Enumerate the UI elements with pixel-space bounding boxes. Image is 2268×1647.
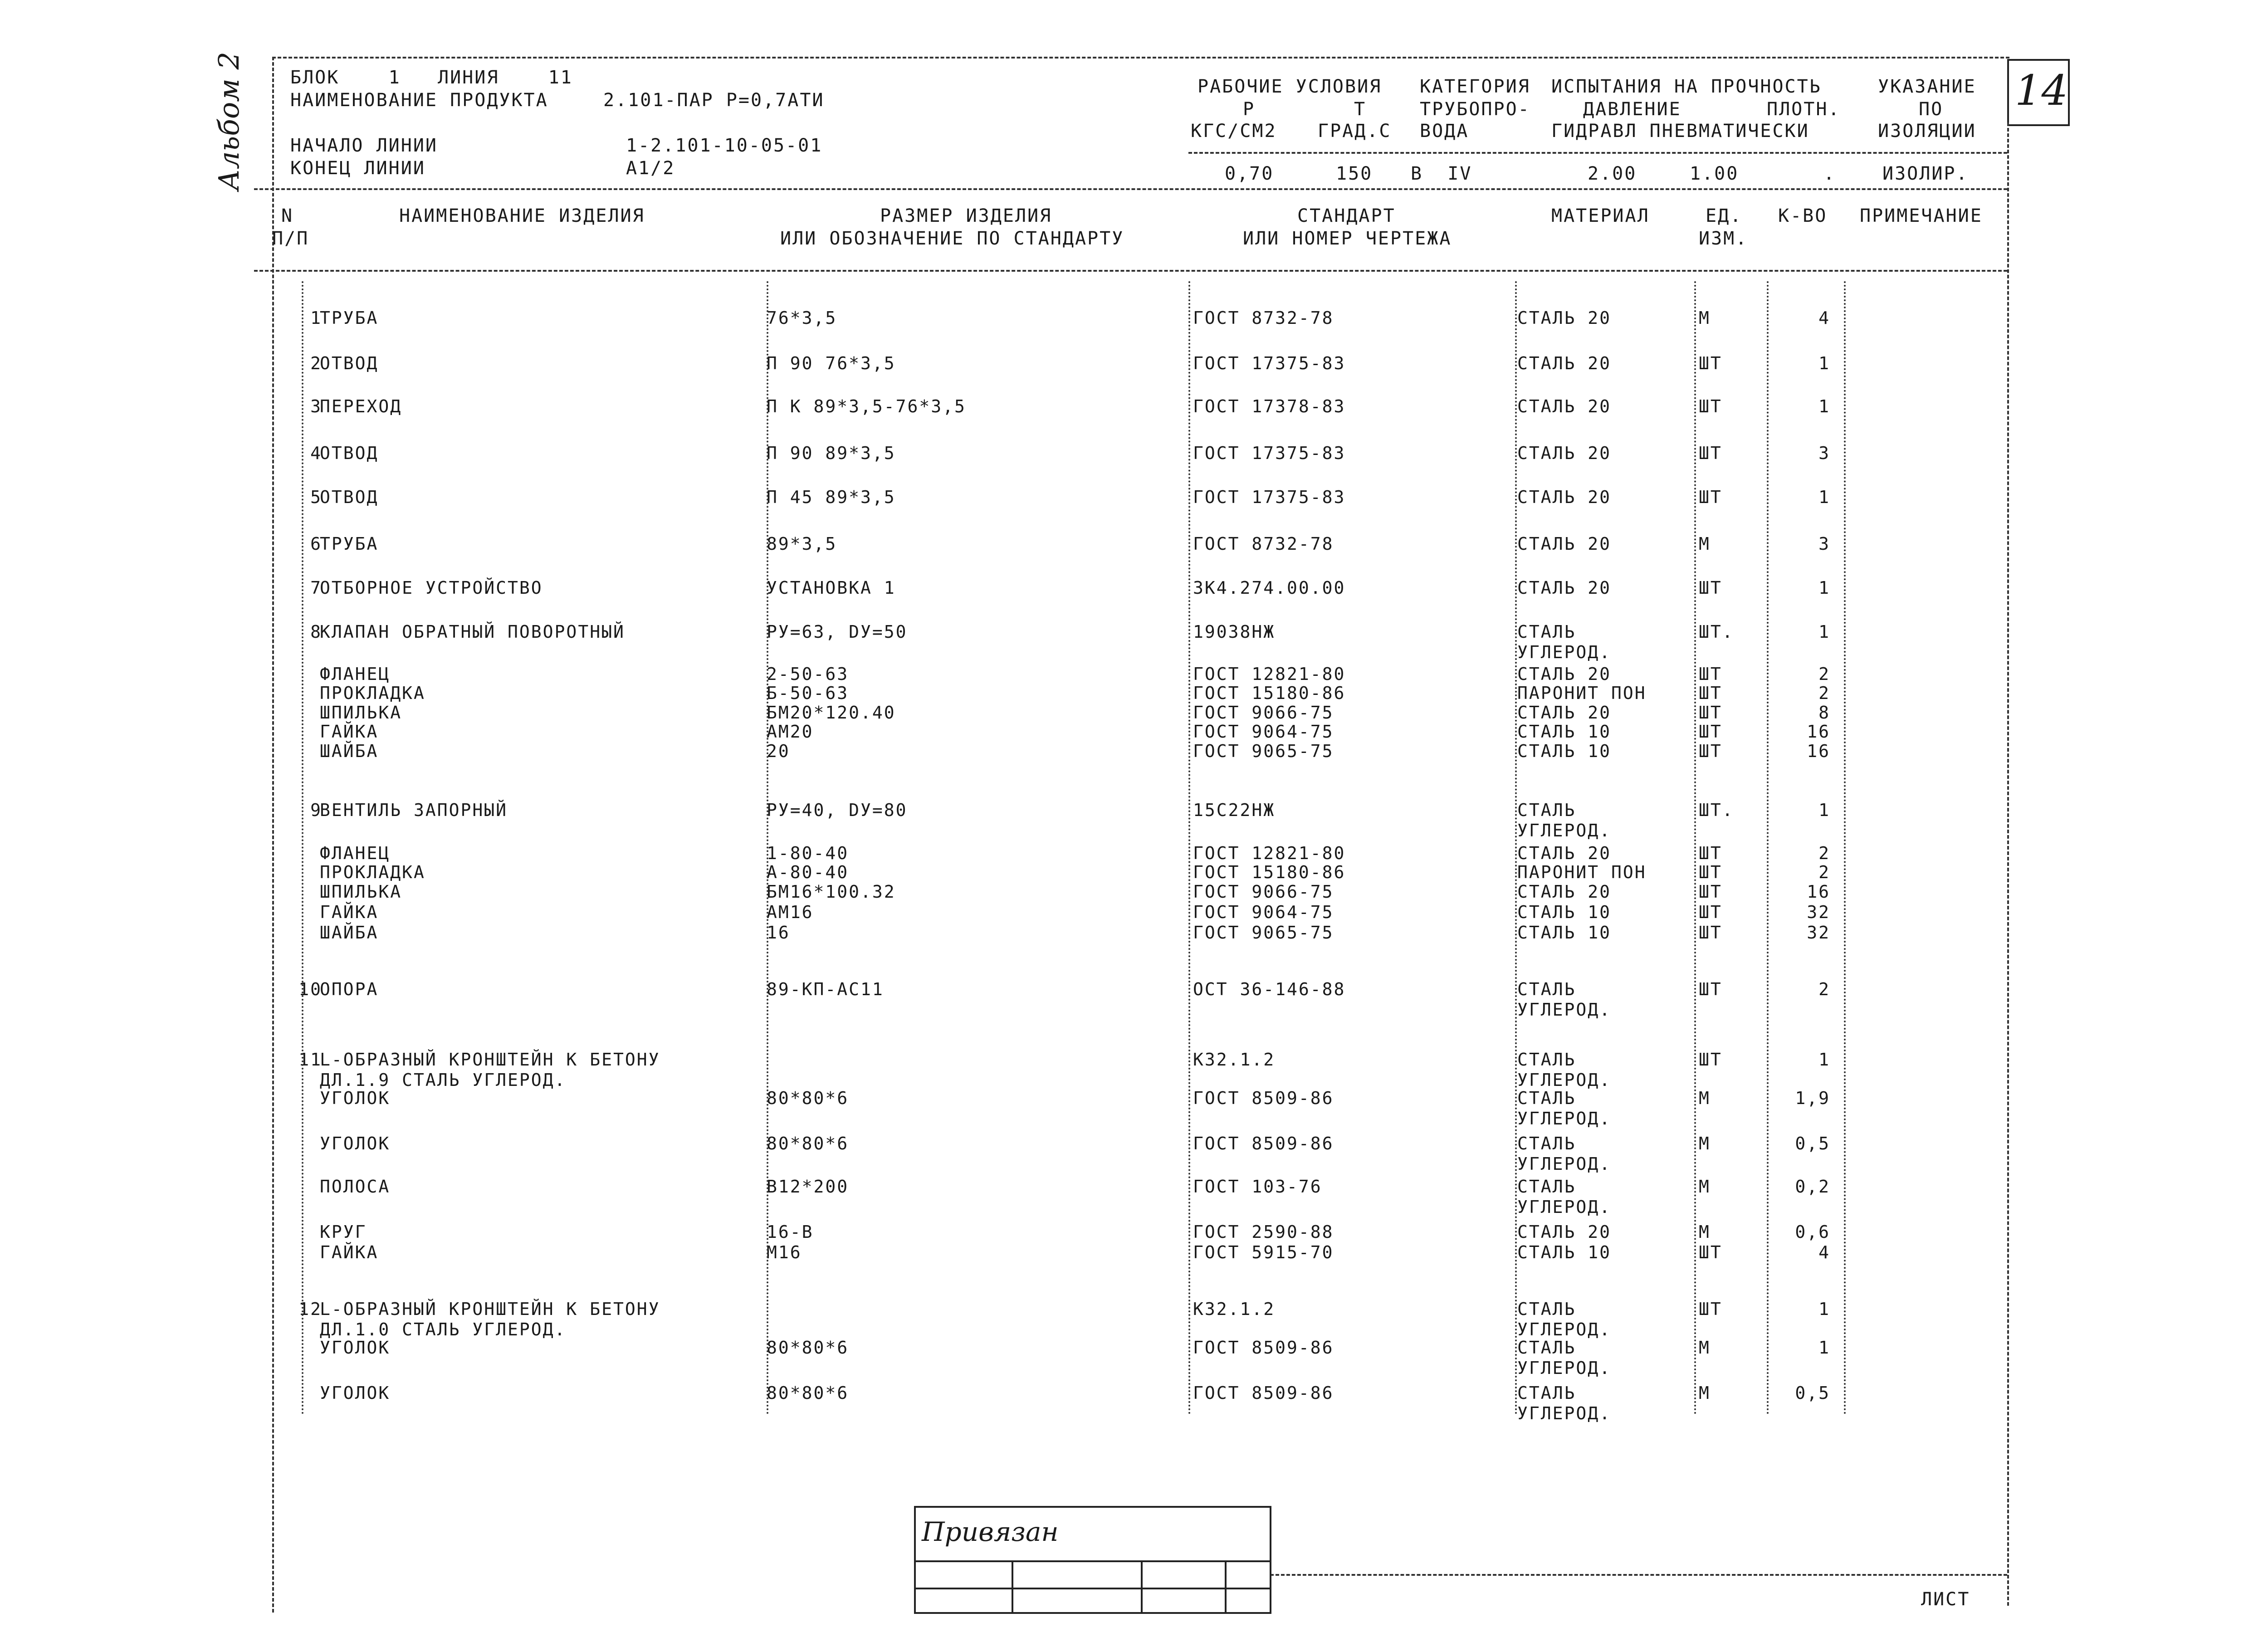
col-unit-header-1: ЕД.	[1706, 205, 1743, 226]
category-value: В IV	[1411, 163, 1472, 184]
item-size: П К 89*3,5-76*3,5	[767, 396, 966, 416]
item-standard: ГОСТ 2590-88	[1193, 1222, 1334, 1242]
item-unit: ШТ.	[1699, 800, 1734, 820]
item-standard: ГОСТ 17375-83	[1193, 443, 1346, 463]
item-num: 11	[298, 1050, 322, 1070]
item-size: А-80-40	[767, 862, 849, 882]
item-size: 89-КП-АС11	[767, 979, 884, 999]
item-name: ОПОРА	[320, 979, 379, 999]
line-start-label: НАЧАЛО ЛИНИИ	[290, 135, 438, 156]
insulation-label-2: ПО	[1919, 99, 1944, 120]
item-size: 76*3,5	[767, 308, 837, 328]
item-size: 80*80*6	[767, 1088, 849, 1108]
item-size: П 45 89*3,5	[767, 487, 896, 507]
item-size: РУ=63, DУ=50	[767, 622, 908, 642]
item-qty: 1	[1818, 396, 1830, 416]
item-unit: ШТ	[1699, 1050, 1722, 1070]
item-material-line-2: УГЛЕРОД.	[1517, 1358, 1612, 1378]
item-material: СТАЛЬ 10	[1517, 1242, 1612, 1262]
item-qty: 16	[1807, 722, 1830, 742]
item-num: 1	[310, 308, 322, 328]
conditions-divider-line	[1188, 152, 2007, 154]
item-material: СТАЛЬ	[1517, 1383, 1576, 1403]
frame-right-line	[2007, 122, 2009, 1606]
item-unit: ШТ	[1699, 882, 1722, 902]
product-value: 2.101-ПАР Р=0,7АТИ	[603, 90, 825, 111]
col-standard-header-2: ИЛИ НОМЕР ЧЕРТЕЖА	[1243, 228, 1452, 249]
item-qty: 2	[1818, 862, 1830, 882]
item-unit: М	[1699, 1177, 1711, 1197]
tightness-label: ПЛОТН.	[1767, 99, 1841, 120]
item-qty: 3	[1818, 534, 1830, 554]
insulation-label-1: УКАЗАНИЕ	[1878, 76, 1976, 97]
item-unit: ШТ	[1699, 862, 1722, 882]
item-unit: ШТ	[1699, 396, 1722, 416]
item-standard: ГОСТ 9064-75	[1193, 722, 1334, 742]
hydraulic-value: 2.00	[1588, 163, 1637, 184]
item-name: ГАЙКА	[320, 722, 379, 742]
item-name: ОТБОРНОЕ УСТРОЙСТВО	[320, 578, 543, 598]
item-qty: 32	[1807, 923, 1830, 943]
item-name: УГОЛОК	[320, 1088, 391, 1108]
item-num: 4	[310, 443, 322, 463]
item-name: УГОЛОК	[320, 1338, 391, 1358]
item-unit: ШТ.	[1699, 622, 1734, 642]
item-material: СТАЛЬ 20	[1517, 308, 1612, 328]
item-num: 8	[310, 622, 322, 642]
item-qty: 16	[1807, 882, 1830, 902]
pressure-symbol: Р	[1243, 99, 1256, 120]
line-start-value: 1-2.101-10-05-01	[626, 135, 823, 156]
item-unit: ШТ	[1699, 741, 1722, 761]
frame-left-line	[272, 57, 274, 1613]
item-standard: ГОСТ 17375-83	[1193, 353, 1346, 373]
item-material-line-2: УГЛЕРОД.	[1517, 1320, 1612, 1339]
item-material: СТАЛЬ	[1517, 1299, 1576, 1319]
item-name: КРУГ	[320, 1222, 367, 1242]
item-name: ШПИЛЬКА	[320, 703, 402, 723]
temperature-value: 150	[1336, 163, 1373, 184]
item-name: ПОЛОСА	[320, 1177, 391, 1197]
item-num: 7	[310, 578, 322, 598]
item-qty: 1	[1818, 1299, 1830, 1319]
item-standard: К32.1.2	[1193, 1050, 1276, 1070]
insulation-label-3: ИЗОЛЯЦИИ	[1878, 121, 1976, 142]
item-name: ШПИЛЬКА	[320, 882, 402, 902]
col-standard-header-1: СТАНДАРТ	[1297, 205, 1396, 226]
item-standard: ГОСТ 8509-86	[1193, 1383, 1334, 1403]
item-name: ПРОКЛАДКА	[320, 683, 425, 703]
item-size: П 90 89*3,5	[767, 443, 896, 463]
item-size: 80*80*6	[767, 1383, 849, 1403]
col-unit-header-2: ИЗМ.	[1699, 228, 1748, 249]
item-name: L-ОБРАЗНЫЙ КРОНШТЕЙН К БЕТОНУ	[320, 1299, 660, 1319]
item-standard: ГОСТ 9065-75	[1193, 741, 1334, 761]
item-size: УСТАНОВКА 1	[767, 578, 896, 598]
item-standard: ГОСТ 8509-86	[1193, 1088, 1334, 1108]
item-unit: ШТ	[1699, 843, 1722, 863]
item-material-line-2: УГЛЕРОД.	[1517, 1197, 1612, 1217]
sep-material-line	[1515, 281, 1517, 1415]
item-name: ПРОКЛАДКА	[320, 862, 425, 882]
item-unit: ШТ	[1699, 353, 1722, 373]
temperature-symbol: Т	[1354, 99, 1367, 120]
item-material: СТАЛЬ	[1517, 1338, 1576, 1358]
item-unit: М	[1699, 1088, 1711, 1108]
item-material: СТАЛЬ	[1517, 800, 1576, 820]
item-qty: 1	[1818, 353, 1830, 373]
item-standard: ГОСТ 5915-70	[1193, 1242, 1334, 1262]
item-material: СТАЛЬ 20	[1517, 703, 1612, 723]
item-qty: 3	[1818, 443, 1830, 463]
item-material: СТАЛЬ	[1517, 1050, 1576, 1070]
item-num: 5	[310, 487, 322, 507]
item-material-line-2: УГЛЕРОД.	[1517, 1403, 1612, 1423]
col-num-header-1: N	[281, 205, 294, 226]
item-size: 1-80-40	[767, 843, 849, 863]
col-name-header: НАИМЕНОВАНИЕ ИЗДЕЛИЯ	[399, 205, 645, 226]
item-unit: ШТ	[1699, 722, 1722, 742]
item-standard: ГОСТ 9066-75	[1193, 703, 1334, 723]
stamp-row-line-2	[914, 1588, 1270, 1589]
item-num: 6	[310, 534, 322, 554]
item-name: ТРУБА	[320, 308, 379, 328]
item-qty: 1	[1818, 1338, 1830, 1358]
sep-qty-line	[1767, 281, 1769, 1415]
item-name: ПЕРЕХОД	[320, 396, 402, 416]
item-size: 89*3,5	[767, 534, 837, 554]
pressure-label: ДАВЛЕНИЕ	[1583, 99, 1681, 120]
item-material: СТАЛЬ 20	[1517, 578, 1612, 598]
item-qty: 1,9	[1795, 1088, 1830, 1108]
item-material: СТАЛЬ 20	[1517, 534, 1612, 554]
item-name-line-2: ДЛ.1.0 СТАЛЬ УГЛЕРОД.	[320, 1320, 567, 1339]
item-qty: 2	[1818, 683, 1830, 703]
item-unit: ШТ	[1699, 902, 1722, 922]
item-name: ТРУБА	[320, 534, 379, 554]
item-standard: ГОСТ 8509-86	[1193, 1338, 1334, 1358]
item-unit: М	[1699, 1338, 1711, 1358]
item-material: СТАЛЬ 10	[1517, 722, 1612, 742]
item-size: В12*200	[767, 1177, 849, 1197]
item-qty: 16	[1807, 741, 1830, 761]
item-size: БМ20*120.40	[767, 703, 896, 723]
item-material: СТАЛЬ 20	[1517, 487, 1612, 507]
item-material-line-2: УГЛЕРОД.	[1517, 821, 1612, 841]
item-size: П 90 76*3,5	[767, 353, 896, 373]
item-material: СТАЛЬ	[1517, 1134, 1576, 1153]
product-label: НАИМЕНОВАНИЕ ПРОДУКТА	[290, 90, 548, 111]
item-num: 9	[310, 800, 322, 820]
item-material: СТАЛЬ 20	[1517, 843, 1612, 863]
item-qty: 0,5	[1795, 1134, 1830, 1153]
album-label: Альбом 2	[212, 52, 245, 191]
stamp-col-line-2	[1141, 1560, 1143, 1612]
item-qty: 1	[1818, 1050, 1830, 1070]
line-end-value: А1/2	[626, 158, 675, 179]
item-size: АМ16	[767, 902, 814, 922]
insulation-value: ИЗОЛИР.	[1882, 163, 1969, 184]
stamp-col-line-3	[1225, 1560, 1227, 1612]
item-qty: 4	[1818, 308, 1830, 328]
item-qty: 8	[1818, 703, 1830, 723]
header-divider-line	[254, 188, 2007, 190]
stamp-row-line-1	[914, 1560, 1270, 1562]
item-material: СТАЛЬ 20	[1517, 353, 1612, 373]
item-name-line-2: ДЛ.1.9 СТАЛЬ УГЛЕРОД.	[320, 1070, 567, 1090]
item-qty: 0,2	[1795, 1177, 1830, 1197]
sep-size-line	[767, 281, 768, 1415]
pneumatic-value: 1.00	[1690, 163, 1739, 184]
item-material-line-2: УГЛЕРОД.	[1517, 1154, 1612, 1174]
line-end-label: КОНЕЦ ЛИНИИ	[290, 158, 425, 179]
item-num: 10	[298, 979, 322, 999]
sep-standard-line	[1188, 281, 1190, 1415]
item-standard: ГОСТ 8732-78	[1193, 534, 1334, 554]
block-line: БЛОК 1 ЛИНИЯ 11	[290, 67, 573, 88]
item-num: 12	[298, 1299, 322, 1319]
item-unit: М	[1699, 1383, 1711, 1403]
item-name: ОТВОД	[320, 487, 379, 507]
item-name: ГАЙКА	[320, 1242, 379, 1262]
item-material: СТАЛЬ	[1517, 622, 1576, 642]
item-standard: ГОСТ 8509-86	[1193, 1134, 1334, 1153]
item-unit: ШТ	[1699, 703, 1722, 723]
item-unit: ШТ	[1699, 979, 1722, 999]
item-size: 16	[767, 923, 790, 943]
item-name: ОТВОД	[320, 443, 379, 463]
sep-note-line	[1844, 281, 1846, 1415]
item-material: СТАЛЬ 20	[1517, 396, 1612, 416]
category-label-1: КАТЕГОРИЯ	[1420, 76, 1530, 97]
item-standard: ГОСТ 17378-83	[1193, 396, 1346, 416]
item-size: 80*80*6	[767, 1338, 849, 1358]
item-size: Б-50-63	[767, 683, 849, 703]
working-conditions-label: РАБОЧИЕ УСЛОВИЯ	[1198, 76, 1382, 97]
item-qty: 1	[1818, 578, 1830, 598]
item-standard: ГОСТ 9065-75	[1193, 923, 1334, 943]
item-material: ПАРОНИТ ПОН	[1517, 683, 1647, 703]
category-label-2: ТРУБОПРО-	[1420, 99, 1530, 120]
item-unit: М	[1699, 1134, 1711, 1153]
item-unit: ШТ	[1699, 923, 1722, 943]
item-num: 3	[310, 396, 322, 416]
sheet-label: ЛИСТ	[1921, 1589, 1970, 1610]
item-standard: ГОСТ 9066-75	[1193, 882, 1334, 902]
item-standard: ГОСТ 9064-75	[1193, 902, 1334, 922]
item-standard: 3К4.274.00.00	[1193, 578, 1346, 598]
item-qty: 1	[1818, 622, 1830, 642]
item-name: УГОЛОК	[320, 1134, 391, 1153]
item-material: СТАЛЬ	[1517, 1177, 1576, 1197]
item-unit: ШТ	[1699, 578, 1722, 598]
item-standard: ГОСТ 15180-86	[1193, 683, 1346, 703]
item-name: ГАЙКА	[320, 902, 379, 922]
item-standard: 15С22НЖ	[1193, 800, 1276, 820]
item-qty: 2	[1818, 979, 1830, 999]
item-material: СТАЛЬ 20	[1517, 882, 1612, 902]
item-material: СТАЛЬ 20	[1517, 664, 1612, 684]
item-qty: 2	[1818, 843, 1830, 863]
item-num: 2	[310, 353, 322, 373]
item-name: ОТВОД	[320, 353, 379, 373]
item-unit: ШТ	[1699, 1299, 1722, 1319]
item-name: ШАЙБА	[320, 741, 379, 761]
item-size: БМ16*100.32	[767, 882, 896, 902]
item-standard: ГОСТ 15180-86	[1193, 862, 1346, 882]
item-size: 80*80*6	[767, 1134, 849, 1153]
item-material: СТАЛЬ 10	[1517, 741, 1612, 761]
item-material-line-2: УГЛЕРОД.	[1517, 1109, 1612, 1129]
item-qty: 0,5	[1795, 1383, 1830, 1403]
item-material-line-2: УГЛЕРОД.	[1517, 1000, 1612, 1020]
item-size: 20	[767, 741, 790, 761]
tightness-value: .	[1823, 163, 1836, 184]
item-unit: ШТ	[1699, 487, 1722, 507]
item-unit: ШТ	[1699, 443, 1722, 463]
item-qty: 1	[1818, 487, 1830, 507]
item-qty: 4	[1818, 1242, 1830, 1262]
frame-top-line	[272, 57, 2009, 59]
col-size-header-1: РАЗМЕР ИЗДЕЛИЯ	[880, 205, 1052, 226]
item-material: СТАЛЬ 20	[1517, 1222, 1612, 1242]
item-material: ПАРОНИТ ПОН	[1517, 862, 1647, 882]
category-label-3: ВОДА	[1420, 121, 1469, 142]
item-qty: 1	[1818, 800, 1830, 820]
item-name: ВЕНТИЛЬ ЗАПОРНЫЙ	[320, 800, 508, 820]
item-size: РУ=40, DУ=80	[767, 800, 908, 820]
item-name: ШАЙБА	[320, 923, 379, 943]
item-qty: 0,6	[1795, 1222, 1830, 1242]
item-name: ФЛАНЕЦ	[320, 843, 391, 863]
item-standard: К32.1.2	[1193, 1299, 1276, 1319]
item-size: 16-В	[767, 1222, 814, 1242]
item-name: КЛАПАН ОБРАТНЫЙ ПОВОРОТНЫЙ	[320, 622, 625, 642]
col-qty-header: К-ВО	[1778, 205, 1828, 226]
stamp-col-line-1	[1012, 1560, 1013, 1612]
item-size: 2-50-63	[767, 664, 849, 684]
item-name: ФЛАНЕЦ	[320, 664, 391, 684]
item-standard: ГОСТ 8732-78	[1193, 308, 1334, 328]
item-name: УГОЛОК	[320, 1383, 391, 1403]
sep-unit-line	[1694, 281, 1696, 1415]
temperature-unit: ГРАД.С	[1318, 121, 1392, 142]
item-unit: М	[1699, 308, 1711, 328]
pressure-unit: КГС/СМ2	[1191, 121, 1277, 142]
hydraulic-pneumatic-label: ГИДРАВЛ ПНЕВМАТИЧЕСКИ	[1551, 121, 1809, 142]
item-standard: ГОСТ 12821-80	[1193, 664, 1346, 684]
item-standard: ГОСТ 12821-80	[1193, 843, 1346, 863]
item-qty: 2	[1818, 664, 1830, 684]
item-standard: 19038НЖ	[1193, 622, 1276, 642]
strength-test-label: ИСПЫТАНИЯ НА ПРОЧНОСТЬ	[1551, 76, 1822, 97]
item-material: СТАЛЬ	[1517, 979, 1576, 999]
page-number: 14	[2015, 66, 2068, 115]
item-unit: М	[1699, 534, 1711, 554]
item-unit: М	[1699, 1222, 1711, 1242]
sep-num-line	[302, 281, 303, 1415]
item-size: М16	[767, 1242, 802, 1262]
item-qty: 32	[1807, 902, 1830, 922]
col-num-header-2: П/П	[272, 228, 309, 249]
item-unit: ШТ	[1699, 664, 1722, 684]
item-size: АМ20	[767, 722, 814, 742]
item-standard: ОСТ 36-146-88	[1193, 979, 1346, 999]
item-material-line-2: УГЛЕРОД.	[1517, 1070, 1612, 1090]
binding-stamp-label: Привязан	[922, 1516, 1059, 1547]
item-standard: ГОСТ 17375-83	[1193, 487, 1346, 507]
col-note-header: ПРИМЕЧАНИЕ	[1860, 205, 1983, 226]
frame-bottom-line	[1270, 1574, 2007, 1576]
item-standard: ГОСТ 103-76	[1193, 1177, 1322, 1197]
item-unit: ШТ	[1699, 1242, 1722, 1262]
col-size-header-2: ИЛИ ОБОЗНАЧЕНИЕ ПО СТАНДАРТУ	[780, 228, 1124, 249]
item-material: СТАЛЬ 10	[1517, 923, 1612, 943]
item-name: L-ОБРАЗНЫЙ КРОНШТЕЙН К БЕТОНУ	[320, 1050, 660, 1070]
item-material: СТАЛЬ 20	[1517, 443, 1612, 463]
item-material: СТАЛЬ 10	[1517, 902, 1612, 922]
item-material: СТАЛЬ	[1517, 1088, 1576, 1108]
item-unit: ШТ	[1699, 683, 1722, 703]
col-material-header: МАТЕРИАЛ	[1551, 205, 1650, 226]
item-material-line-2: УГЛЕРОД.	[1517, 642, 1612, 662]
column-header-bottom-line	[254, 270, 2007, 272]
pressure-value: 0,70	[1225, 163, 1274, 184]
